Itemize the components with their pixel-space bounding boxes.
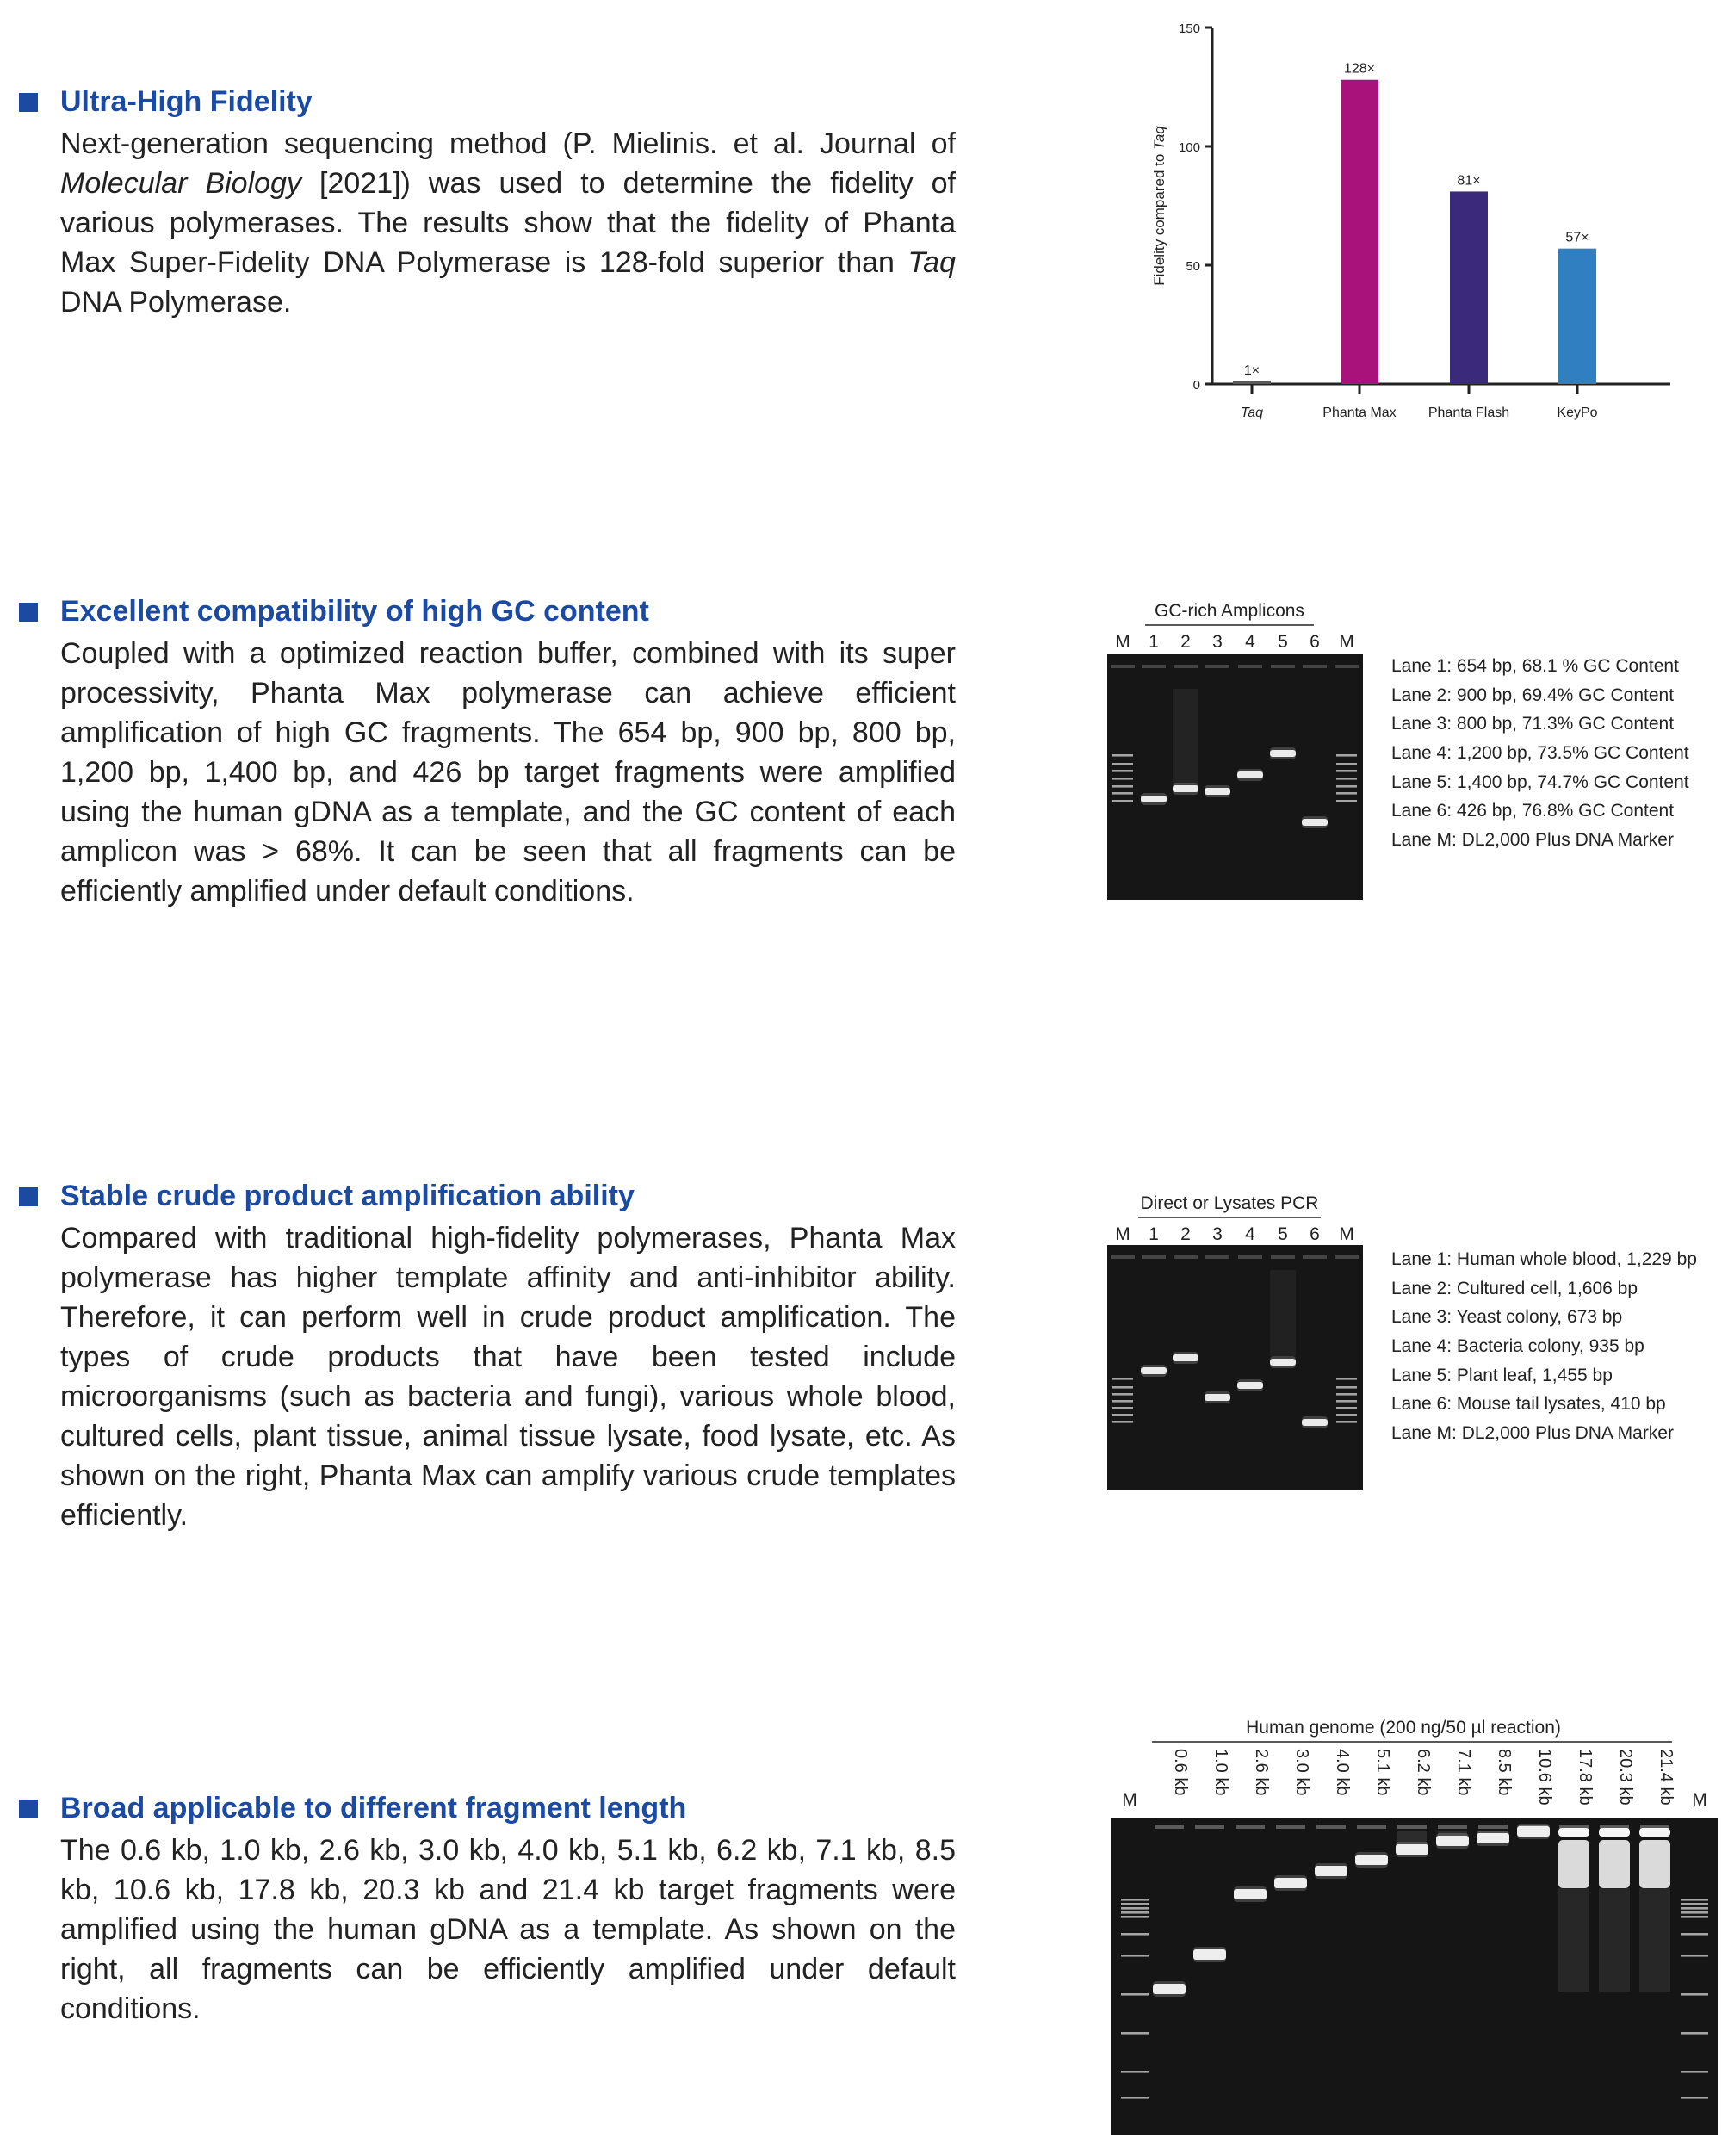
ladder-band: [1112, 763, 1133, 765]
gel-band: [1270, 750, 1296, 757]
gel-well: [1111, 665, 1135, 668]
gel-band: [1599, 1840, 1630, 1888]
gel-band: [1237, 771, 1263, 778]
gel-band: [1558, 1840, 1589, 1888]
gel-well: [1236, 1825, 1265, 1829]
x-tick-label: Phanta Flash: [1428, 406, 1510, 420]
crude-lane-legend: [1391, 1245, 1697, 1448]
gel-smear: [1599, 1888, 1630, 1992]
gel-well: [1155, 1825, 1184, 1829]
gel-well: [1205, 1255, 1229, 1259]
legend-item: Lane 3: Yeast colony, 673 bp: [1391, 1307, 1623, 1328]
lane-label: 7.1 kb: [1454, 1749, 1473, 1796]
x-tick-label: Phanta Max: [1322, 406, 1397, 420]
ladder-band: [1112, 1414, 1133, 1416]
gel-well: [1111, 1255, 1135, 1259]
lane-label: 2: [1180, 1224, 1191, 1244]
ladder-band: [1336, 770, 1357, 772]
lane-label: M: [1122, 1790, 1137, 1810]
ladder-band: [1112, 778, 1133, 780]
gel-smear: [1478, 1831, 1508, 1838]
gel-band: [1274, 1878, 1307, 1888]
gel-title: Human genome (200 ng/50 µl reaction): [1246, 1718, 1561, 1738]
lane-label: 3.0 kb: [1292, 1749, 1311, 1796]
lane-label: 8.5 kb: [1495, 1749, 1514, 1796]
ladder-band: [1681, 1903, 1708, 1905]
ladder-band: [1121, 1907, 1149, 1910]
lane-label: 6: [1310, 632, 1320, 652]
gel-band: [1237, 1382, 1263, 1389]
section-bullet-icon: [19, 93, 38, 112]
legend-item: Lane 6: Mouse tail lysates, 410 bp: [1391, 1394, 1666, 1415]
gel-well: [1195, 1825, 1224, 1829]
y-tick-label: 100: [1178, 140, 1200, 155]
gel-smear: [1558, 1888, 1589, 1992]
gel-well: [1271, 665, 1295, 668]
ladder-band: [1681, 1993, 1708, 1996]
gel-well: [1478, 1825, 1508, 1829]
section-bullet-icon: [19, 603, 38, 622]
section-paragraph-crude: Compared with traditional high-fidelity polymerases, Phanta Max polymerase has higher template affinity and anti-inhibitor ability. Therefore, it can perform well in crude product amplification. The types of crude products that have been tested include microorganisms (such as bacteria and fungi), various whole blood, cultured cells, plant tissue, animal tissue lysate, food lysate, etc. As shown on the right, Phanta Max can amplify various crude templates efficiently.: [60, 1222, 956, 1532]
gel-well: [1357, 1825, 1386, 1829]
bar-data-label: 57×: [1565, 230, 1589, 245]
crude-gel-figure: [1093, 1188, 1369, 1507]
lane-label: 6.2 kb: [1414, 1749, 1433, 1796]
gel-band: [1315, 1866, 1347, 1876]
lane-label: M: [1115, 632, 1130, 652]
ladder-band: [1112, 770, 1133, 772]
y-tick-label: 50: [1186, 259, 1200, 274]
y-axis-label: Fidelity compared to Taq: [1151, 126, 1167, 286]
lane-label: 10.6 kb: [1535, 1749, 1554, 1806]
section-paragraph-gc: Coupled with a optimized reaction buffer, combined with its super processivity, Phanta Max polymerase can achieve efficient amplification of high GC fragments. The 654 bp, 900 bp, 800 bp, 1,200 bp, 1,400 bp, and 426 bp target fragments were amplified using the human gDNA as a template, and the GC content of each amplicon was > 68%. It can be seen that all fragments can be efficiently amplified under default conditions.: [60, 637, 956, 908]
lane-label: 6: [1310, 1224, 1320, 1244]
ladder-band: [1112, 1421, 1133, 1423]
x-tick-label: KeyPo: [1557, 406, 1598, 420]
gel-well: [1142, 665, 1166, 668]
gel-smear: [1639, 1888, 1670, 1992]
lane-label: 1: [1149, 1224, 1159, 1244]
gel-well: [1142, 1255, 1166, 1259]
lane-label: 0.6 kb: [1171, 1749, 1190, 1796]
gel-well: [1397, 1825, 1427, 1829]
gel-band: [1302, 819, 1328, 826]
lane-label: M: [1115, 1224, 1130, 1244]
lane-label: 3: [1212, 1224, 1223, 1244]
legend-item: Lane 3: 800 bp, 71.3% GC Content: [1391, 714, 1675, 734]
lane-label: 4: [1245, 1224, 1255, 1244]
legend-item: Lane 1: Human whole blood, 1,229 bp: [1391, 1249, 1697, 1269]
lane-label: 2.6 kb: [1252, 1749, 1271, 1796]
ladder-band: [1336, 754, 1357, 757]
gel-well: [1271, 1255, 1295, 1259]
ladder-band: [1112, 800, 1133, 802]
gel-band: [1639, 1840, 1670, 1888]
lane-label: 2: [1180, 632, 1191, 652]
bar: [1341, 80, 1378, 384]
lane-label: 21.4 kb: [1657, 1749, 1675, 1806]
section-heading-length: Broad applicable to different fragment length: [60, 1792, 687, 1825]
bar: [1558, 249, 1596, 384]
bar-data-label: 128×: [1343, 61, 1376, 77]
bar-data-label: 1×: [1243, 363, 1260, 378]
ladder-band: [1121, 2097, 1149, 2099]
ladder-band: [1336, 1414, 1357, 1416]
gel-band: [1153, 1984, 1186, 1994]
section-heading-gc: Excellent compatibility of high GC content: [60, 595, 649, 628]
gel-band: [1173, 785, 1198, 792]
ladder-band: [1121, 1933, 1149, 1936]
gel-well: [1335, 1255, 1359, 1259]
bar: [1233, 381, 1271, 384]
lane-label: 4: [1245, 632, 1255, 652]
gel-well: [1438, 1825, 1467, 1829]
lane-label: 1.0 kb: [1211, 1749, 1230, 1796]
ladder-band: [1112, 1400, 1133, 1403]
ladder-band: [1121, 1911, 1149, 1914]
ladder-band: [1681, 2071, 1708, 2073]
lane-label: M: [1339, 632, 1354, 652]
legend-item: Lane 2: Cultured cell, 1,606 bp: [1391, 1278, 1638, 1298]
gel-well: [1276, 1825, 1305, 1829]
ladder-band: [1336, 785, 1357, 788]
gel-band: [1234, 1889, 1267, 1899]
ladder-band: [1112, 1393, 1133, 1396]
gel-smear: [1438, 1831, 1467, 1841]
legend-item: Lane 6: 426 bp, 76.8% GC Content: [1391, 801, 1675, 821]
gel-smear: [1397, 1831, 1427, 1849]
gel-well: [1174, 1255, 1198, 1259]
gel-band: [1141, 1367, 1167, 1374]
section-heading-fidelity: Ultra-High Fidelity: [60, 85, 313, 118]
gel-band: [1205, 788, 1230, 795]
ladder-band: [1681, 2032, 1708, 2035]
ladder-band: [1681, 1911, 1708, 1914]
ladder-band: [1121, 2071, 1149, 2073]
lane-label: 3: [1212, 632, 1223, 652]
ladder-band: [1112, 754, 1133, 757]
gc-gel-figure: [1093, 594, 1369, 913]
lane-label: 5.1 kb: [1373, 1749, 1392, 1796]
ladder-band: [1681, 1933, 1708, 1936]
legend-item: Lane 5: 1,400 bp, 74.7% GC Content: [1391, 771, 1689, 792]
gel-band: [1141, 796, 1167, 802]
gel-band: [1517, 1826, 1550, 1837]
gel-band: [1302, 1419, 1328, 1426]
legend-item: Lane 5: Plant leaf, 1,455 bp: [1391, 1365, 1613, 1385]
ladder-band: [1336, 763, 1357, 765]
x-tick-label: Taq: [1240, 406, 1264, 420]
y-tick-label: 0: [1192, 378, 1200, 393]
legend-item: Lane 1: 654 bp, 68.1 % GC Content: [1391, 656, 1679, 676]
gel-well: [1205, 665, 1229, 668]
legend-item: Lane M: DL2,000 Plus DNA Marker: [1391, 830, 1674, 851]
gel-well: [1303, 1255, 1327, 1259]
ladder-band: [1336, 1421, 1357, 1423]
gel-band: [1193, 1949, 1226, 1960]
gc-lane-legend: [1391, 652, 1689, 855]
ladder-band: [1681, 1899, 1708, 1901]
ladder-band: [1336, 800, 1357, 802]
lane-label: M: [1692, 1790, 1707, 1810]
gel-image: [1107, 654, 1363, 900]
section-bullet-icon: [19, 1187, 38, 1206]
gel-title: GC-rich Amplicons: [1155, 601, 1304, 621]
gel-band: [1355, 1855, 1388, 1865]
ladder-band: [1336, 1386, 1357, 1389]
lane-label: 1: [1149, 632, 1159, 652]
gel-band: [1173, 1354, 1198, 1361]
lane-label: 20.3 kb: [1616, 1749, 1635, 1806]
ladder-band: [1112, 1378, 1133, 1380]
bar-data-label: 81×: [1457, 173, 1481, 189]
y-tick-label: 150: [1178, 22, 1200, 36]
legend-item: Lane 4: Bacteria colony, 935 bp: [1391, 1336, 1644, 1357]
ladder-band: [1121, 1903, 1149, 1905]
gel-well: [1238, 1255, 1262, 1259]
gel-band: [1639, 1828, 1670, 1837]
ladder-band: [1336, 1378, 1357, 1380]
lane-label: 5: [1278, 1224, 1288, 1244]
section-paragraph-fidelity: Next-generation sequencing method (P. Mielinis. et al. Journal of Molecular Biology [2021]) was used to determine the fidelity of various polymerases. The results show that the fidelity of Phanta Max Super-Fidelity DNA Polymerase is 128-fold superior than Taq DNA Polymerase.: [60, 127, 956, 319]
gel-title: Direct or Lysates PCR: [1140, 1193, 1319, 1213]
fidelity-bar-chart: [1137, 9, 1688, 439]
section-bullet-icon: [19, 1800, 38, 1818]
lane-label: 4.0 kb: [1333, 1749, 1352, 1796]
gel-band: [1270, 1359, 1296, 1366]
ladder-band: [1112, 1407, 1133, 1409]
gel-well: [1303, 665, 1327, 668]
ladder-band: [1121, 2032, 1149, 2035]
ladder-band: [1121, 1899, 1149, 1901]
ladder-band: [1681, 2097, 1708, 2099]
ladder-band: [1681, 1955, 1708, 1957]
ladder-band: [1112, 1386, 1133, 1389]
ladder-band: [1336, 1393, 1357, 1396]
ladder-band: [1681, 1916, 1708, 1918]
bar: [1450, 191, 1488, 384]
ladder-band: [1336, 792, 1357, 795]
lane-label: 5: [1278, 632, 1288, 652]
ladder-band: [1336, 1407, 1357, 1409]
legend-item: Lane 2: 900 bp, 69.4% GC Content: [1391, 685, 1675, 705]
section-heading-crude: Stable crude product amplification ability: [60, 1180, 635, 1212]
gel-smear: [1173, 689, 1198, 784]
gel-well: [1316, 1825, 1346, 1829]
section-paragraph-length: The 0.6 kb, 1.0 kb, 2.6 kb, 3.0 kb, 4.0 kb, 5.1 kb, 6.2 kb, 7.1 kb, 8.5 kb, 10.6 kb, 17.8 kb, 20.3 kb and 21.4 kb target fragments were amplified using the human gDNA as a template. As shown on the right, all fragments can be efficiently amplified under default conditions.: [60, 1834, 956, 2025]
gel-band: [1558, 1828, 1589, 1837]
gel-band: [1205, 1394, 1230, 1401]
length-gel-figure: [1111, 1709, 1722, 2148]
ladder-band: [1336, 778, 1357, 780]
legend-item: Lane M: DL2,000 Plus DNA Marker: [1391, 1423, 1674, 1444]
gel-well: [1238, 665, 1262, 668]
gel-band: [1599, 1828, 1630, 1837]
gel-well: [1174, 665, 1198, 668]
ladder-band: [1112, 785, 1133, 788]
lane-label: 17.8 kb: [1576, 1749, 1595, 1806]
lane-label: M: [1339, 1224, 1354, 1244]
ladder-band: [1121, 1955, 1149, 1957]
legend-item: Lane 4: 1,200 bp, 73.5% GC Content: [1391, 743, 1689, 764]
ladder-band: [1336, 1400, 1357, 1403]
ladder-band: [1121, 1916, 1149, 1918]
ladder-band: [1112, 792, 1133, 795]
ladder-band: [1121, 1993, 1149, 1996]
gel-smear: [1270, 1270, 1296, 1356]
ladder-band: [1681, 1907, 1708, 1910]
gel-well: [1335, 665, 1359, 668]
